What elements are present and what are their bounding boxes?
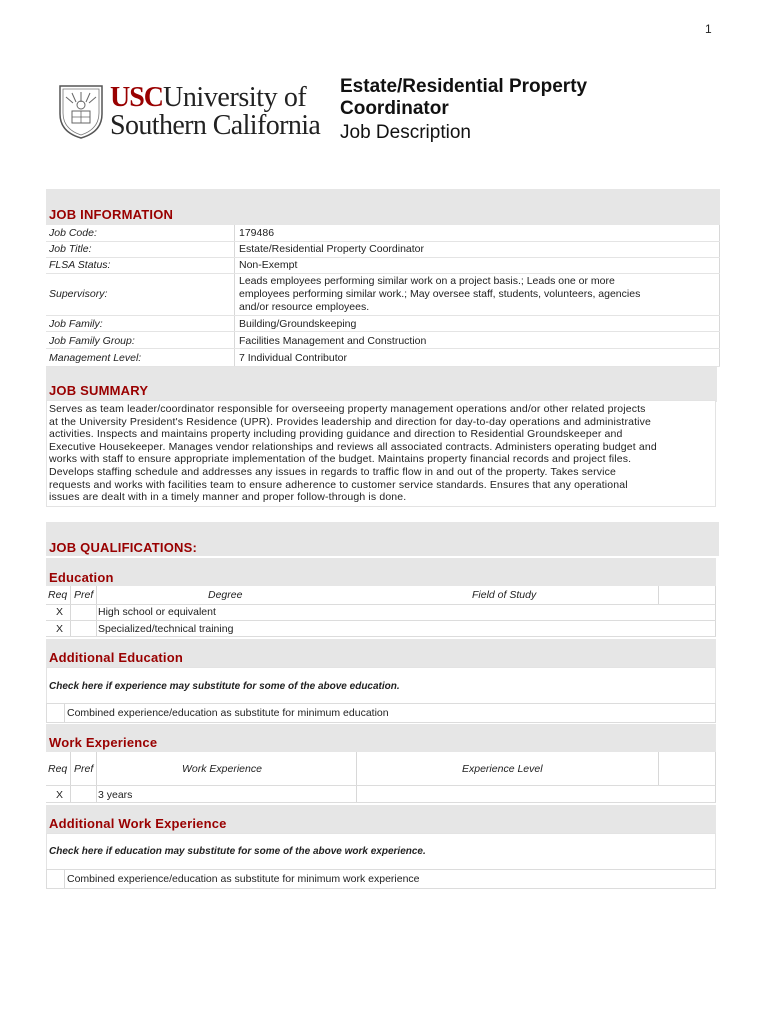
additional-work-experience-option	[46, 869, 716, 889]
info-value: Facilities Management and Construction	[239, 335, 427, 347]
work-experience-value: 3 years	[98, 789, 133, 801]
info-value: Non-Exempt	[239, 259, 298, 271]
logo-text-line1: USCUniversity of	[110, 82, 307, 113]
work-experience-table	[46, 752, 716, 804]
req-mark: X	[56, 606, 64, 618]
column-header-work-experience: Work Experience	[182, 763, 262, 775]
usc-logo	[58, 80, 338, 142]
column-header-field: Field of Study	[472, 589, 537, 601]
info-row	[46, 349, 720, 367]
job-summary-text: Serves as team leader/coordinator responsible for overseeing property management operations and/or other related projects at the University President's Residence (UPR). Provides leadership and direction for day-to-day operations and administrative activities. Inspects and maintains property including providing guidance and direction to Residential Groundskeeper and Executive Housekeeper. Manages vendor relationships and reviews all associated contracts. Administers operating budget and works with staff to ensure appropriate implementation of the budget. Maintains property financial records and project files. Develops staffing schedule and addresses any issues in regards to traffic flow in and out of the property. Takes service requests and works with facilities team to ensure adherence to customer service standards. Ensures that any operational issues are dealt with in a timely manner and proper follow-through is done.	[46, 400, 716, 507]
info-label: Job Family:	[49, 318, 103, 330]
job-information-table	[46, 225, 720, 367]
column-header-experience-level: Experience Level	[462, 763, 543, 775]
info-row	[46, 273, 720, 316]
info-value: 179486	[239, 227, 275, 239]
education-table	[46, 586, 716, 637]
job-qualifications-header	[46, 522, 719, 556]
column-header-degree: Degree	[208, 589, 243, 601]
additional-work-experience-header	[46, 805, 716, 833]
info-label: Management Level:	[49, 352, 142, 364]
subsection-heading: Work Experience	[49, 735, 158, 750]
info-row	[46, 225, 720, 242]
info-label: Supervisory:	[49, 288, 108, 300]
info-label: Job Family Group:	[49, 335, 135, 347]
job-information-header	[46, 189, 720, 225]
column-header-req: Req	[48, 763, 68, 775]
info-row	[46, 332, 720, 349]
info-row	[46, 241, 720, 258]
degree-value: High school or equivalent	[98, 606, 216, 618]
subsection-heading: Additional Education	[49, 650, 183, 665]
job-summary-header	[46, 367, 717, 402]
education-header	[46, 558, 716, 586]
page-number: 1	[705, 22, 712, 36]
column-header-pref: Pref	[74, 589, 94, 601]
info-value: Leads employees performing similar work on a project basis.; Leads one or more employees performing similar work.; May oversee staff, students, volunteers, agencies and/or resource employees.	[239, 275, 641, 313]
info-label: Job Title:	[49, 243, 92, 255]
info-value: Building/Groundskeeping	[239, 318, 357, 330]
usc-seal-icon	[58, 80, 104, 140]
section-heading: JOB INFORMATION	[49, 207, 174, 222]
page-title: Estate/Residential Property Coordinator	[340, 76, 588, 119]
option-label: Combined experience/education as substitute for minimum education	[67, 707, 389, 719]
column-header-req: Req	[48, 589, 68, 601]
degree-value: Specialized/technical training	[98, 623, 234, 635]
info-label: FLSA Status:	[49, 259, 111, 271]
additional-education-header	[46, 639, 716, 667]
additional-education-note: Check here if experience may substitute for some of the above education.	[46, 667, 716, 705]
additional-work-experience-note: Check here if education may substitute for some of the above work experience.	[46, 833, 716, 871]
section-heading: JOB QUALIFICATIONS:	[49, 540, 197, 555]
work-experience-header	[46, 724, 716, 752]
req-mark: X	[56, 789, 64, 801]
section-heading: JOB SUMMARY	[49, 383, 149, 398]
subsection-heading: Additional Work Experience	[49, 816, 227, 831]
info-value: 7 Individual Contributor	[239, 352, 347, 364]
logo-text-line2: Southern California	[110, 110, 321, 141]
subsection-heading: Education	[49, 570, 114, 585]
req-mark: X	[56, 623, 64, 635]
info-label: Job Code:	[49, 227, 97, 239]
page-subtitle: Job Description	[340, 122, 471, 143]
info-row	[46, 257, 720, 274]
info-row	[46, 315, 720, 332]
column-header-pref: Pref	[74, 763, 94, 775]
option-label: Combined experience/education as substitute for minimum work experience	[67, 873, 420, 885]
info-value: Estate/Residential Property Coordinator	[239, 243, 425, 255]
additional-education-option	[46, 703, 716, 723]
